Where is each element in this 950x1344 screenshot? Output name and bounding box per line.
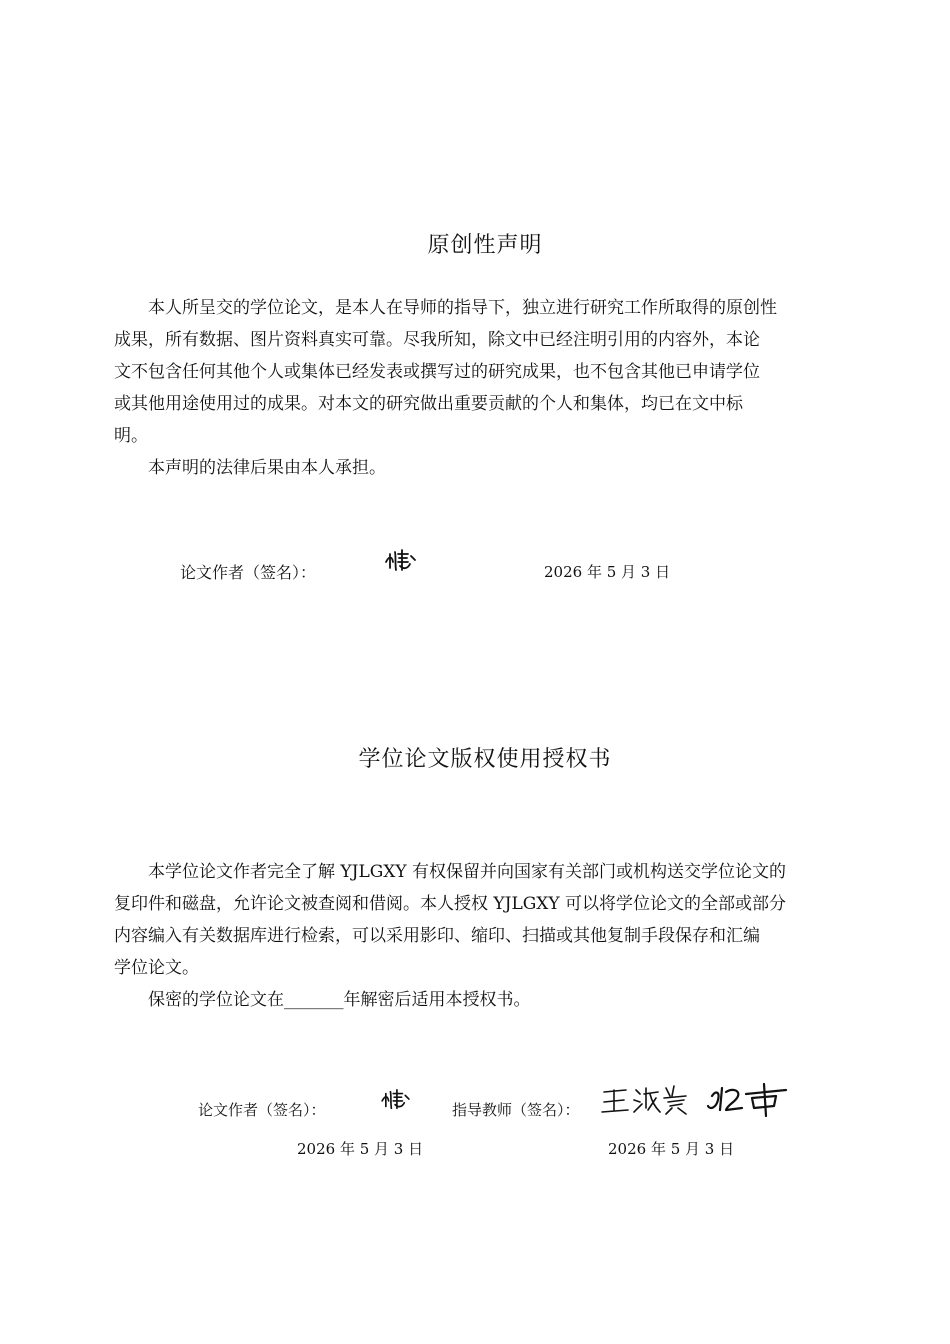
authorization-title: 学位论文版权使用授权书 xyxy=(358,747,612,772)
declaration-title: 原创性声明 xyxy=(427,233,543,258)
authorization-line-1: 本学位论文作者完全了解 YJLGXY 有权保留并向国家有关部门或机构送交学位论文的 xyxy=(148,862,787,882)
authorization-line-4: 学位论文。 xyxy=(114,958,199,978)
author-signature-2 xyxy=(380,1088,412,1112)
declaration-line-5: 明。 xyxy=(114,426,148,446)
declaration-body xyxy=(114,292,860,452)
declaration-line-2: 成果，所有数据、图片资料真实可靠。尽我所知，除文中已经注明引用的内容外，本论 xyxy=(114,330,760,350)
declaration-date: 2026 年 5 月 3 日 xyxy=(544,563,671,581)
declaration-line-3: 文不包含任何其他个人或集体已经发表或撰写过的研究成果，也不包含其他已申请学位 xyxy=(114,362,760,382)
authorization-body xyxy=(114,856,860,984)
authorization-secrecy: 保密的学位论文在_______年解密后适用本授权书。 xyxy=(148,990,531,1010)
declaration-author-label: 论文作者（签名）： xyxy=(180,563,317,582)
declaration-line-4: 或其他用途使用过的成果。对本文的研究做出重要贡献的个人和集体，均已在文中标 xyxy=(114,394,743,414)
supervisor-signature xyxy=(600,1080,790,1120)
authorization-author-label: 论文作者（签名）： xyxy=(198,1101,326,1119)
author-signature xyxy=(384,548,418,574)
authorization-line-3: 内容编入有关数据库进行检索，可以采用影印、缩印、扫描或其他复制手段保存和汇编 xyxy=(114,926,760,946)
declaration-line-1: 本人所呈交的学位论文，是本人在导师的指导下，独立进行研究工作所取得的原创性 xyxy=(148,298,777,318)
declaration-liability: 本声明的法律后果由本人承担。 xyxy=(148,458,386,478)
authorization-supervisor-date: 2026 年 5 月 3 日 xyxy=(608,1140,735,1158)
authorization-line-2: 复印件和磁盘，允许论文被查阅和借阅。本人授权 YJLGXY 可以将学位论文的全部或部分 xyxy=(114,894,787,914)
authorization-author-date: 2026 年 5 月 3 日 xyxy=(297,1140,424,1158)
authorization-supervisor-label: 指导教师（签名）： xyxy=(452,1101,580,1119)
